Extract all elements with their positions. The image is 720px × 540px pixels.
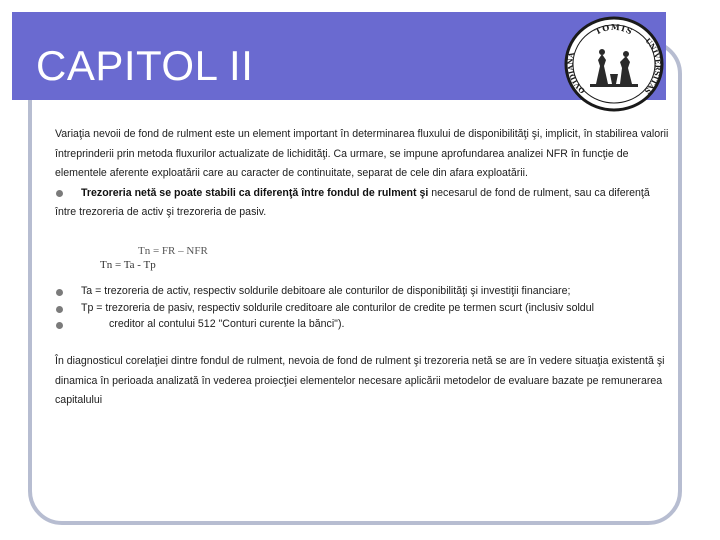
bullet-bold-text: Trezoreria netă se poate stabili ca diferenţă între fondul de rulment şi [81,186,429,199]
seal-text-top: TOMIS [593,21,635,37]
formula-line-2: Tn = Ta - Tp [100,259,156,271]
paragraph-diagnosis: În diagnosticul corelaţiei dintre fondul de rulment, nevoia de fond de rulment şi trezoreria netă se are în vedere situaţia existentă şi dinamica în perioada analizată în vederea proiecţiei elementelor necesare aplicării metodelor de evaluare bazate pe remunerarea capitalului [55,355,665,407]
page-title: CAPITOL II [36,42,254,89]
formula-line-1: Tn = FR – NFR [138,245,208,257]
formula-block [100,244,208,272]
bullet-icon [56,306,63,313]
bullet-icon [56,322,63,329]
seal-text-right: UNIVERSITAS [642,36,663,96]
bullet-icon [56,190,63,197]
content-block [55,125,670,223]
bullet-treasury [55,184,670,223]
university-seal-logo [560,10,668,114]
definition-list [55,283,670,333]
list-item: Ta = trezoreria de activ, respectiv soldurile debitoare ale conturilor de disponibilităţi şi investiţii financiare; [55,283,670,300]
list-item: creditor al contului 512 "Conturi curente la bănci"). [55,316,670,333]
list-item: Tp = trezoreria de pasiv, respectiv soldurile creditoare ale conturilor de credite pe termen scurt (inclusiv soldul [55,300,670,317]
paragraph-intro: Variaţia nevoii de fond de rulment este un element important în determinarea fluxului de disponibilităţi şi, implicit, în stabilirea valorii întreprinderii prin metoda fluxurilor actualizate de lichidităţi. Ca urmare, se impune aprofundarea analizei NFR în funcţie de elementele aferente exploatării care au caracter de continuitate, separat de cele din afara exploatării. [55,128,669,180]
bullet-rest-text: necesarul de fond de rulment, sau ca diferenţă între trezoreria de activ şi trezoreria de pasiv. [55,186,650,219]
seal-text-left: OVIDIANA [565,51,587,96]
bullet-icon [56,289,63,296]
